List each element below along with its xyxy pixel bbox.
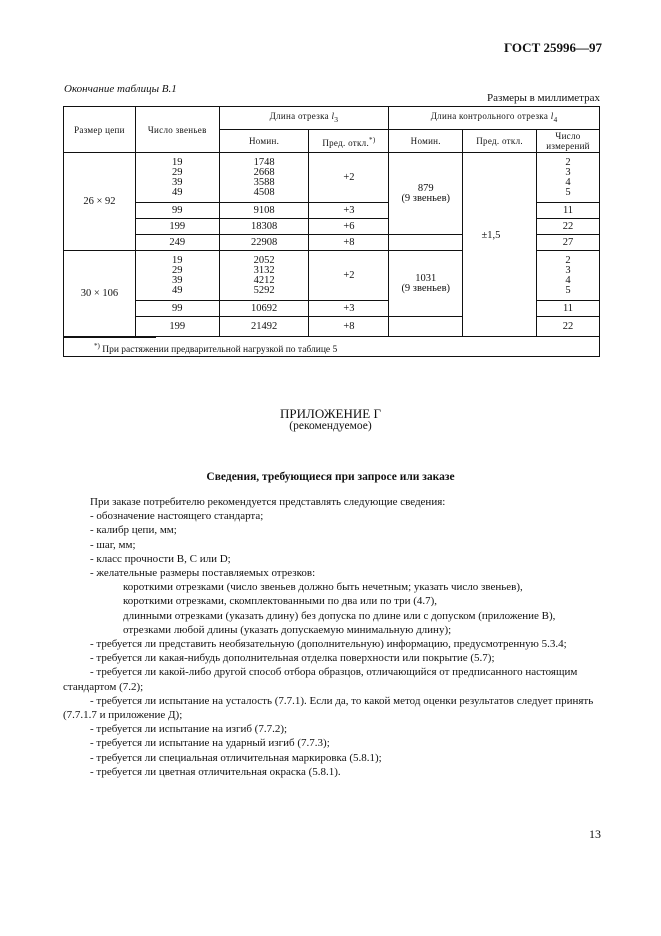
links-cell: 99 <box>135 301 219 317</box>
header-tolerance-fn: Пред. откл.*) <box>309 130 389 153</box>
chain-size-cell: 30 × 106 <box>64 251 136 337</box>
list-item: - требуется ли испытание на усталость (7.7.1). Если да, то какой метод оценки результатов следует принять (7.7.1.7 и приложение Д); <box>63 694 594 722</box>
deviation-cell: +2 <box>309 251 389 301</box>
measurements-cell: 27 <box>537 235 600 251</box>
measurements-cell: 11 <box>537 203 600 219</box>
deviation-cell: +2 <box>309 153 389 203</box>
control-nominal-cell: 879 (9 звеньев) <box>389 153 463 235</box>
links-cell: 19 29 39 49 <box>135 251 219 301</box>
table-units: Размеры в миллиметрах <box>487 92 600 104</box>
list-item: - желательные размеры поставляемых отрезков: <box>90 567 316 580</box>
table-footnote: *) При растяжении предварительной нагрузкой по таблице 5 <box>64 337 600 357</box>
list-item: - требуется ли представить необязательную (дополнительную) информацию, предусмотренную 5.3.4; <box>90 638 567 651</box>
page-number: 13 <box>589 827 601 841</box>
deviation-cell: +3 <box>309 301 389 317</box>
header-l3-group: Длина отрезка $l_3$ <box>219 107 389 130</box>
nominal-cell: 1748 2668 3588 4508 <box>219 153 309 203</box>
deviation-cell: +6 <box>309 219 389 235</box>
measurements-cell: 2 3 4 5 <box>537 153 600 203</box>
list-item: - требуется ли какой-либо другой способ отбора образцов, отличающийся от предписанного настоящим стандартом (7.2); <box>63 666 578 693</box>
header-tolerance: Пред. откл. <box>463 130 537 153</box>
nominal-cell: 9108 <box>219 203 309 219</box>
control-empty-cell <box>389 235 463 251</box>
sub-list-item: короткими отрезками (число звеньев должно быть нечетным; указать число звеньев), <box>123 581 523 594</box>
sub-list-item: отрезками любой длины (указать допускаемую минимальную длину); <box>123 623 452 636</box>
header-l4-group: Длина контрольного отрезка $l_4$ <box>389 107 600 130</box>
list-item: - требуется ли специальная отличительная маркировка (5.8.1); <box>90 751 382 764</box>
sub-list-item: короткими отрезками, скомплектованными по два или по три (4.7), <box>123 595 438 608</box>
appendix-title: ПРИЛОЖЕНИЕ Г <box>280 406 381 421</box>
order-info-text <box>63 495 600 779</box>
section-heading: Сведения, требующиеся при запросе или заказе <box>206 471 455 483</box>
control-tolerance-bottom-cell <box>463 317 537 337</box>
list-item: - класс прочности В, С или D; <box>90 552 231 565</box>
table-caption: Окончание таблицы В.1 <box>64 83 177 95</box>
links-cell: 19 29 39 49 <box>135 153 219 203</box>
control-nominal-cell: 1031 (9 звеньев) <box>389 251 463 317</box>
links-cell: 99 <box>135 203 219 219</box>
deviation-cell: +8 <box>309 235 389 251</box>
paragraph: При заказе потребителю рекомендуется представлять следующие сведения: <box>90 496 446 508</box>
links-cell: 199 <box>135 219 219 235</box>
list-item: - калибр цепи, мм; <box>90 524 177 537</box>
measurements-cell: 22 <box>537 317 600 337</box>
header-measurements: Число измерений <box>537 130 600 153</box>
control-empty-cell <box>389 317 463 337</box>
control-tolerance-value: ±1,5 <box>481 230 501 241</box>
list-item: - обозначение настоящего стандарта; <box>90 510 264 523</box>
standard-number: ГОСТ 25996—97 <box>503 40 602 55</box>
list-item: - требуется ли испытание на ударный изгиб (7.7.3); <box>90 737 330 750</box>
appendix-note: (рекомендуемое) <box>289 420 372 432</box>
nominal-cell: 2052 3132 4212 5292 <box>219 251 309 301</box>
nominal-cell: 21492 <box>219 317 309 337</box>
sub-list-item: длинными отрезками (указать длину) без допуска по длине или с допуском (приложение В), <box>123 609 556 622</box>
list-item: - шаг, мм; <box>90 538 136 551</box>
header-nominal: Номин. <box>219 130 309 153</box>
list-item: - требуется ли цветная отличительная окраска (5.8.1). <box>90 765 341 778</box>
chain-size-cell: 26 × 92 <box>64 153 136 251</box>
links-cell: 199 <box>135 317 219 337</box>
nominal-cell: 10692 <box>219 301 309 317</box>
measurements-cell: 11 <box>537 301 600 317</box>
deviation-cell: +3 <box>309 203 389 219</box>
nominal-cell: 18308 <box>219 219 309 235</box>
measurements-cell: 22 <box>537 219 600 235</box>
links-cell: 249 <box>135 235 219 251</box>
list-item: - требуется ли какая-нибудь дополнительная отделка поверхности или покрытие (5.7); <box>90 652 495 665</box>
deviation-cell: +8 <box>309 317 389 337</box>
list-item: - требуется ли испытание на изгиб (7.7.2); <box>90 723 288 736</box>
nominal-cell: 22908 <box>219 235 309 251</box>
header-nominal-2: Номин. <box>389 130 463 153</box>
header-link-count: Число звеньев <box>135 107 219 153</box>
header-chain-size: Размер цепи <box>64 107 136 153</box>
measurements-cell: 2 3 4 5 <box>537 251 600 301</box>
